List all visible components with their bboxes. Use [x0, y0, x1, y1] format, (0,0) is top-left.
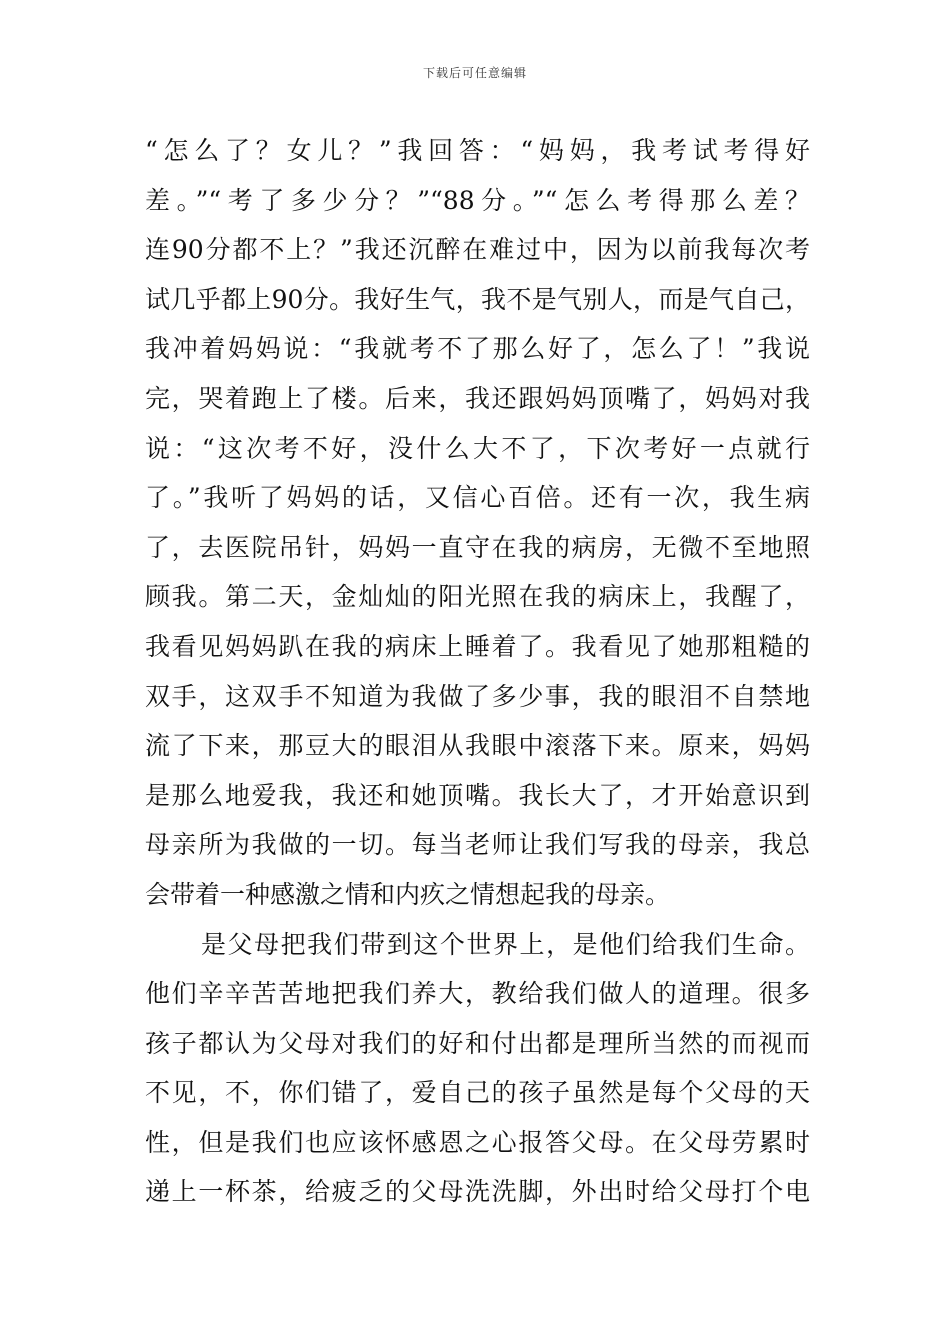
text-line: 我冲着妈妈说：“我就考不了那么好了，怎么了！”我说 [145, 334, 810, 364]
text-line: 性，但是我们也应该怀感恩之心报答父母。在父母劳累时 [145, 1127, 810, 1157]
text-line: 了。”我听了妈妈的话，又信心百倍。还有一次，我生病 [145, 483, 810, 513]
paragraph-1 [145, 126, 810, 920]
document-body [145, 126, 810, 1217]
page-header: 下载后可任意编辑 [422, 66, 527, 80]
text-line: 连90分都不上？”我还沉醉在难过中，因为以前我每次考 [145, 235, 810, 265]
text-line: 会带着一种感激之情和内疚之情想起我的母亲。 [145, 879, 671, 909]
text-line: 递上一杯茶，给疲乏的父母洗洗脚，外出时给父母打个电 [145, 1177, 810, 1207]
text-line: 我看见妈妈趴在我的病床上睡着了。我看见了她那粗糙的 [145, 631, 810, 661]
text-line: 母亲所为我做的一切。每当老师让我们写我的母亲，我总 [145, 830, 810, 860]
text-line: 流了下来，那豆大的眼泪从我眼中滚落下来。原来，妈妈 [145, 731, 810, 761]
paragraph-2 [145, 920, 810, 1218]
text-line: 是父母把我们带到这个世界上，是他们给我们生命。 [201, 929, 810, 959]
text-line: “怎么了？女儿？”我回答：“妈妈，我考试考得好 [145, 136, 810, 165]
text-line: 孩子都认为父母对我们的好和付出都是理所当然的而视而 [145, 1028, 810, 1058]
text-line: 他们辛辛苦苦地把我们养大，教给我们做人的道理。很多 [145, 979, 810, 1009]
text-line: 差。”“考了多少分？”“88分。”“怎么考得那么差？ [145, 185, 810, 215]
text-line: 顾我。第二天，金灿灿的阳光照在我的病床上，我醒了， [145, 582, 810, 612]
text-line: 双手，这双手不知道为我做了多少事，我的眼泪不自禁地 [145, 681, 810, 711]
text-line: 完，哭着跑上了楼。后来，我还跟妈妈顶嘴了，妈妈对我 [145, 383, 810, 413]
text-line: 是那么地爱我，我还和她顶嘴。我长大了，才开始意识到 [145, 780, 810, 810]
text-line: 说：“这次考不好，没什么大不了，下次考好一点就行 [145, 433, 810, 463]
text-line: 了，去医院吊针，妈妈一直守在我的病房，无微不至地照 [145, 532, 810, 562]
text-line: 不见，不，你们错了，爱自己的孩子虽然是每个父母的天 [145, 1078, 810, 1108]
text-line: 试几乎都上90分。我好生气，我不是气别人，而是气自己， [145, 284, 810, 314]
